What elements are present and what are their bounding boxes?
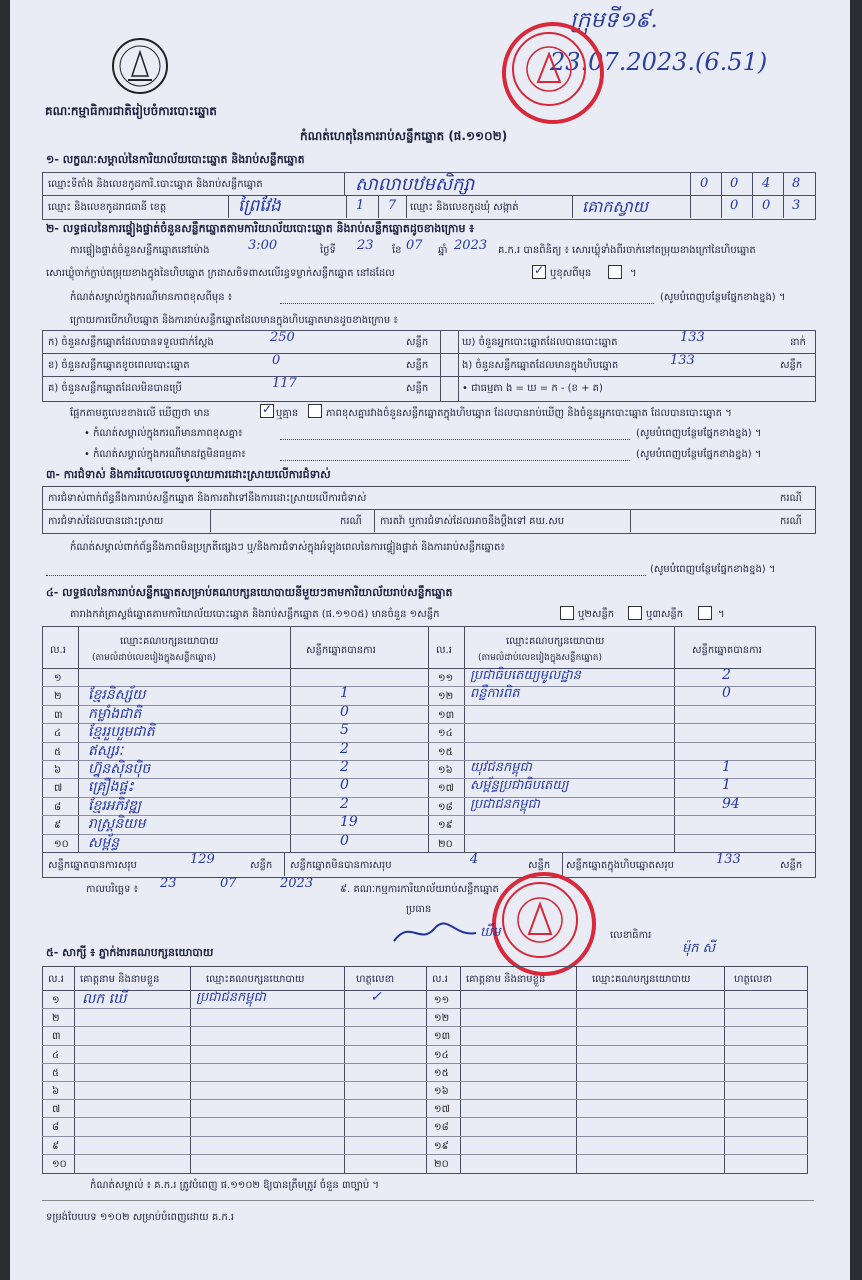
total-box-label: សន្លឹកឆ្នោតក្នុងហិបឆ្នោតសរុប bbox=[566, 860, 674, 871]
total-invalid-value: 4 bbox=[470, 852, 479, 867]
party-votes: 1 bbox=[340, 685, 349, 702]
spoiled-label: ខ) ចំនួនសន្លឹកឆ្នោតខូចពេលបោះឆ្នោត bbox=[48, 360, 190, 371]
party-votes: 2 bbox=[722, 667, 731, 683]
section1-title: ១- លក្ខណៈសម្គាល់នៃការិយាល័យបោះឆ្នោត និងរាប់សន្លឹកឆ្នោត bbox=[46, 153, 305, 166]
row-divider bbox=[42, 760, 816, 761]
date-year: 2023 bbox=[280, 876, 314, 891]
party-row-number: ១៦ bbox=[438, 765, 453, 776]
verify-line-c: ខែ bbox=[392, 245, 402, 256]
stamp-seal-icon bbox=[502, 22, 596, 116]
party-votes: 0 bbox=[340, 832, 349, 849]
party-name: ខ្មែរនិស្ស័យ bbox=[88, 687, 146, 704]
footer-text: ទម្រង់បែបបទ ១១០២ សម្រាប់បំពេញដោយ គ.ក.រ bbox=[46, 1212, 235, 1223]
witness-row-number: ១៤ bbox=[434, 1049, 449, 1061]
verify-month: 07 bbox=[406, 238, 423, 253]
party-votes: 2 bbox=[340, 795, 349, 812]
objections-row1-unit: ករណី bbox=[780, 493, 802, 504]
objections-row1: ការជំទាស់ពាក់ព័ន្ធនឹងការរាប់សន្លឹកឆ្នោត និងការតវ៉ាទៅនឹងការដោះស្រាយលើការជំទាស់ bbox=[48, 493, 367, 504]
objections-appeal-unit: ករណី bbox=[780, 516, 802, 527]
witness-row-number: ៨ bbox=[52, 1122, 60, 1134]
w-col-sign-right: ហត្ថលេខា bbox=[734, 974, 773, 985]
row-divider bbox=[42, 1117, 808, 1118]
party-name: គ្រឿងផ្ទះ bbox=[88, 779, 134, 796]
tally-2-sheets-label: ឬ២សន្លឹក bbox=[578, 609, 615, 620]
verify-line-a: ការផ្ទៀងផ្ទាត់ចំនួនសន្លឹកឆ្នោតនៅម៉ោង bbox=[70, 245, 210, 256]
party-row-number: ២០ bbox=[438, 838, 453, 850]
row-divider bbox=[42, 1026, 808, 1027]
row-divider bbox=[42, 797, 816, 798]
party-votes: 0 bbox=[722, 685, 731, 702]
commune-code-2: 0 bbox=[762, 198, 771, 213]
has-discrepancy-checkbox[interactable]: ✓ bbox=[262, 402, 273, 416]
total-box-unit: សន្លឹក bbox=[780, 860, 803, 871]
location-code-1: 0 bbox=[700, 176, 709, 191]
party-row-number: ១៥ bbox=[438, 746, 453, 758]
verify-day: 23 bbox=[357, 238, 374, 253]
unchanged-checkbox[interactable]: ✓ bbox=[534, 263, 545, 277]
party-row-number: ១១ bbox=[438, 673, 454, 684]
w-col-name-left: គោត្តនាម និងនាមខ្លួន bbox=[80, 974, 160, 985]
w-col-name-right: គោត្តនាម និងនាមខ្លួន bbox=[466, 974, 546, 985]
party-name: កម្លាំងជាតិ bbox=[88, 705, 142, 722]
tally-sheet-line: តារាងកត់ត្រាស្ទង់ឆ្នោតតាមការិយាល័យបោះឆ្នោត និងរាប់សន្លឹកឆ្នោត (ផ.១១០៥) មានចំនួន ១សន្លឹក bbox=[70, 609, 440, 620]
verify-line-d: ឆ្នាំ bbox=[438, 245, 448, 256]
row-divider bbox=[42, 1063, 808, 1064]
witness-row-number: ៧ bbox=[52, 1104, 61, 1116]
party-name: សម្ព័ន្ធប្រជាធិបតេយ្យ bbox=[470, 778, 569, 794]
party-votes: 1 bbox=[722, 777, 731, 794]
date-day: 23 bbox=[160, 876, 177, 891]
party-row-number: ៨ bbox=[54, 801, 62, 813]
total-invalid-label: សន្លឹកឆ្នោតមិនបានការសរុប bbox=[290, 860, 392, 871]
spoiled-unit: សន្លឹក bbox=[406, 360, 429, 371]
w-col-party-left: ឈ្មោះគណបក្សនយោបាយ bbox=[206, 974, 305, 985]
party-name: សម្ព័ន្ធ bbox=[88, 834, 120, 851]
col-party-sub-left: (តាមលំដាប់លេខរៀងក្នុងសន្លឹកឆ្នោត) bbox=[92, 653, 216, 663]
national-election-committee-emblem-icon bbox=[110, 36, 170, 96]
party-name: ប្រជាជនកម្ពុជា bbox=[470, 796, 540, 812]
witness-row-number: ៤ bbox=[52, 1049, 60, 1061]
verify-hour: 3:00 bbox=[248, 238, 278, 253]
province-label: ឈ្មោះ និងលេខកូដរាជធានី ខេត្ត bbox=[48, 202, 167, 213]
witness-row-number: ១៨ bbox=[434, 1122, 449, 1134]
formula: • ជាធម្មតា ង = ឃ = ក - (ខ + គ) bbox=[462, 383, 603, 394]
tally-3-sheets-checkbox[interactable] bbox=[698, 606, 712, 620]
verify-line-e: គ.ក.រ បានពិនិត្យ ៖ សោរឃ្លុំទាំងពីរចាក់នៅតម្រុយខាងក្រៅនៃហិបឆ្នោត bbox=[498, 245, 756, 256]
witness-row-number: ១៦ bbox=[434, 1086, 449, 1097]
in-box-unit: សន្លឹក bbox=[780, 360, 803, 371]
section4-title: ៤- លទ្ធផលនៃការរាប់សន្លឹកឆ្នោតសម្រាប់គណបក្សនយោបាយនីមួយៗតាមការិយាល័យរាប់សន្លឹកឆ្នោត bbox=[46, 586, 453, 599]
row-divider bbox=[42, 686, 816, 687]
row-divider bbox=[42, 1099, 808, 1100]
received-label: ក) ចំនួនសន្លឹកឆ្នោតដែលបានទទួលជាក់ស្តែង bbox=[48, 337, 214, 348]
w-col-no-left: ល.រ bbox=[48, 974, 64, 985]
commune-code-1: 0 bbox=[730, 198, 739, 213]
witness-row-number: ៦ bbox=[52, 1086, 60, 1097]
party-votes: 0 bbox=[340, 703, 349, 720]
party-row-number: ១៤ bbox=[438, 728, 453, 740]
commune-code-3: 3 bbox=[792, 198, 801, 213]
party-name: យុវជនកម្ពុជា bbox=[470, 760, 532, 775]
witness-row-number: ១១ bbox=[434, 995, 450, 1006]
location-code-2: 0 bbox=[730, 176, 739, 191]
objections-resolved: ការជំទាស់ដែលបានដោះស្រាយ bbox=[48, 516, 164, 527]
org-name: គណៈកម្មាធិការជាតិរៀបចំការបោះឆ្នោត bbox=[45, 104, 217, 118]
row-divider bbox=[42, 1154, 808, 1155]
witness-row-number: ៥ bbox=[52, 1067, 60, 1079]
note1-label: កំណត់សម្គាល់ក្នុងករណីមានភាពខុសពីមុន ៖ bbox=[70, 292, 233, 303]
province-code-1: 1 bbox=[356, 198, 365, 213]
committee-label: ៩. គណៈកម្មការការិយាល័យរាប់សន្លឹកឆ្នោត bbox=[340, 884, 499, 895]
spoiled-value: 0 bbox=[272, 353, 281, 368]
voted-unit: នាក់ bbox=[790, 337, 806, 348]
col-no-left: ល.រ bbox=[50, 645, 66, 656]
party-row-number: ៣ bbox=[54, 709, 63, 721]
col-no-right: ល.រ bbox=[436, 645, 452, 656]
party-row-number: ១២ bbox=[438, 691, 454, 703]
handwritten-date-time: 23.07.2023.(6.51) bbox=[550, 48, 768, 76]
party-name: ខ្មែររួបរួមជាតិ bbox=[88, 724, 155, 741]
verify-line-2-end: ។ bbox=[630, 268, 637, 279]
party-votes: 94 bbox=[722, 795, 740, 812]
note2-hint: (សូមបំពេញបន្ថែមផ្នែកខាងខ្នង) ។ bbox=[636, 428, 762, 439]
party-row-number: ៧ bbox=[54, 783, 63, 795]
witness-row-number: ១៩ bbox=[434, 1140, 449, 1152]
official-red-stamp bbox=[502, 22, 604, 124]
w-col-party-right: ឈ្មោះគណបក្សនយោបាយ bbox=[592, 974, 691, 985]
party-name: ហ្វ៊ុនស៊ិនប៉ិច bbox=[88, 761, 151, 777]
irregularities-hint: (សូមបំពេញបន្ថែមផ្នែកខាងខ្នង) ។ bbox=[650, 564, 776, 575]
party-name: ប្រជាធិបតេយ្យមូលដ្ឋាន bbox=[470, 668, 581, 683]
col-votes-right: សន្លឹកឆ្នោតបានការ bbox=[692, 645, 762, 656]
no-discrepancy-label: ឬគ្មាន bbox=[276, 408, 299, 419]
witness-note: កំណត់សម្គាល់ ៖ គ.ក.រ ត្រូវបំពេញ ផ.១១០២ ឱ្យបានត្រឹមត្រូវ ចំនួន ៣ច្បាប់ ។ bbox=[90, 1180, 379, 1191]
w-col-no-right: ល.រ bbox=[432, 974, 448, 985]
party-row-number: ១០ bbox=[54, 838, 69, 850]
committee-red-stamp bbox=[492, 872, 596, 976]
tally-2-sheets-checkbox[interactable] bbox=[628, 606, 642, 620]
commune-label: ឈ្មោះ និងលេខកូដឃុំ សង្កាត់ bbox=[410, 202, 519, 213]
witness-row-number: ១៥ bbox=[434, 1067, 449, 1079]
tally-1-sheet-checkbox[interactable] bbox=[560, 606, 574, 620]
province-code-2: 7 bbox=[388, 198, 397, 213]
secretary-name: ម៉ុក សី bbox=[682, 941, 716, 956]
witness-row-number: ៩ bbox=[52, 1140, 60, 1152]
location-value: សាលាបឋមសិក្សា bbox=[355, 174, 475, 195]
handwritten-group-number: ក្រុមទី១៩. bbox=[570, 8, 658, 33]
party-row-number: ១៧ bbox=[438, 783, 454, 795]
total-invalid-unit: សន្លឹក bbox=[528, 860, 551, 871]
secretary-label: លេខាធិការ bbox=[610, 930, 652, 941]
party-row-number: ៤ bbox=[54, 728, 62, 740]
section2-title: ២- លទ្ធផលនៃការផ្ទៀងផ្ទាត់ចំនួនសន្លឹកឆ្នោតតាមការិយាល័យបោះឆ្នោត និងរាប់សន្លឹកឆ្នោតដូចខាងក្រោម ៖ bbox=[46, 222, 475, 235]
row-divider bbox=[42, 705, 816, 706]
witness-signature: ✓ bbox=[370, 989, 382, 1005]
row-divider bbox=[42, 834, 816, 835]
commune-value: គោកស្វាយ bbox=[582, 197, 649, 216]
president-label: ប្រធាន bbox=[406, 904, 432, 915]
changed-checkbox[interactable] bbox=[608, 265, 622, 279]
form-title: កំណត់ហេតុនៃការរាប់សន្លឹកឆ្នោត (ផ.១១០២) bbox=[300, 129, 508, 143]
section3-title: ៣- ការជំទាស់ និងការរំលេចលេចទូលាយការដោះស្រាយលើការជំទាស់ bbox=[46, 468, 331, 481]
unused-label: គ) ចំនួនសន្លឹកឆ្នោតដែលមិនបានប្រើ bbox=[48, 383, 182, 394]
tally-line-end: ។ bbox=[718, 609, 725, 620]
section5-title: ៥- សាក្សី ៖ ភ្នាក់ងារគណបក្សនយោបាយ bbox=[46, 946, 214, 959]
note1-hint: (សូមបំពេញបន្ថែមផ្នែកខាងខ្នង) ។ bbox=[660, 292, 786, 303]
witness-name: លក ឃើ bbox=[82, 991, 127, 1007]
party-name: រាស្ត្រនិយម bbox=[88, 816, 146, 833]
row-divider bbox=[42, 723, 816, 724]
party-row-number: ១៣ bbox=[438, 709, 455, 721]
party-votes: 2 bbox=[340, 740, 349, 757]
ballot-counting-report-page bbox=[10, 0, 850, 1280]
note3-hint: (សូមបំពេញបន្ថែមផ្នែកខាងខ្នង) ។ bbox=[636, 449, 762, 460]
total-valid-label: សន្លឹកឆ្នោតបានការសរុប bbox=[48, 860, 137, 871]
in-box-label: ង) ចំនួនសន្លឹកឆ្នោតដែលមានក្នុងហិបឆ្នោត bbox=[462, 360, 619, 371]
row-divider bbox=[42, 1045, 808, 1046]
total-valid-unit: សន្លឹក bbox=[250, 860, 273, 871]
row-divider bbox=[42, 815, 816, 816]
witness-row-number: ២ bbox=[52, 1013, 60, 1025]
party-name: ខ្មែរអភិវឌ្ឍ bbox=[88, 797, 142, 814]
date-month: 07 bbox=[220, 876, 237, 891]
row-divider bbox=[42, 1136, 808, 1137]
witness-row-number: ១០ bbox=[52, 1158, 67, 1170]
col-party-left: ឈ្មោះគណបក្សនយោបាយ bbox=[120, 636, 219, 647]
note2-label: • កំណត់សម្គាល់ក្នុងករណីមានភាពខុសគ្នា៖ bbox=[84, 428, 243, 439]
president-signature bbox=[390, 915, 480, 949]
in-box-value: 133 bbox=[670, 353, 695, 368]
received-unit: សន្លឹក bbox=[406, 337, 429, 348]
party-votes: 0 bbox=[340, 777, 349, 794]
row-divider bbox=[42, 1081, 808, 1082]
row-divider bbox=[42, 1008, 808, 1009]
changed-option-label: ឬខុសពីមុន bbox=[550, 268, 592, 279]
discrepancy-line: ផ្អែកតាមតួលេខខាងលើ ឃើញថា មាន bbox=[70, 408, 210, 419]
committee-seal-icon bbox=[492, 872, 588, 968]
voted-label: ឃ) ចំនួនអ្នកបោះឆ្នោតដែលបានបោះឆ្នោត bbox=[462, 337, 618, 348]
verify-line-2: សោរឃ្លុំចាក់ក្លាប់តម្រុយខាងក្នុងនៃហិបឆ្នោត ក្រដាសចិទពាសលើរន្ធទម្លាក់សន្លឹកឆ្នោត នៅដដែល bbox=[46, 268, 395, 279]
date-label: កាលបរិច្ឆេទ ៖ bbox=[86, 884, 139, 895]
witness-row-number: ២០ bbox=[434, 1158, 449, 1170]
location-code-3: 4 bbox=[762, 176, 771, 191]
received-value: 250 bbox=[270, 330, 295, 345]
col-party-right: ឈ្មោះគណបក្សនយោបាយ bbox=[506, 636, 605, 647]
party-votes: 5 bbox=[340, 722, 349, 739]
voted-value: 133 bbox=[680, 330, 705, 345]
irregularities-note: កំណត់សម្គាល់ពាក់ព័ន្ធនឹងភាពមិនប្រក្រតីផ្សេងៗ ឬ/និងការជំទាស់ក្នុងអំឡុងពេលនៃការផ្ទៀងផ្ទាត់ និងការរាប់សន្លឹកឆ្នោត៖ bbox=[70, 542, 505, 553]
party-name: ឥស្សរៈ bbox=[88, 742, 124, 759]
party-row-number: ៥ bbox=[54, 746, 62, 758]
location-code-4: 8 bbox=[792, 176, 801, 191]
party-name: ពន្លឺការពិត bbox=[470, 686, 520, 702]
col-votes-left: សន្លឹកឆ្នោតបានការ bbox=[306, 645, 376, 656]
location-label: ឈ្មោះទីតាំង និងលេខកូដការិ.បោះឆ្នោត និងរាប់សន្លឹកឆ្នោត bbox=[48, 179, 263, 190]
discrepancy-line-end: ភាពខុសគ្នារវាងចំនួនសន្លឹកឆ្នោតក្នុងហិបឆ្នោត ដែលបានរាប់ឃើញ និងចំនួនអ្នកបោះឆ្នោត ដែលបានបោះឆ្នោត ។ bbox=[326, 408, 732, 419]
witness-row-number: ៣ bbox=[52, 1031, 61, 1043]
verify-line-b: ថ្ងៃទី bbox=[320, 245, 336, 256]
row-divider bbox=[42, 742, 816, 743]
witness-row-number: ១២ bbox=[434, 1013, 450, 1025]
note3-label: • កំណត់សម្គាល់ក្នុងករណីមានវត្តមិនធម្មតា៖ bbox=[84, 449, 246, 460]
party-row-number: ១៨ bbox=[438, 801, 453, 813]
no-discrepancy-checkbox[interactable] bbox=[308, 404, 322, 418]
witness-row-number: ១៣ bbox=[434, 1031, 451, 1043]
unused-unit: សន្លឹក bbox=[406, 383, 429, 394]
witness-row-number: ១ bbox=[52, 995, 60, 1006]
president-name: ឃឹម bbox=[480, 925, 501, 940]
witness-party: ប្រជាជនកម្ពុជា bbox=[196, 990, 266, 1005]
witness-row-number: ១៧ bbox=[434, 1104, 450, 1116]
province-value: ព្រៃវែង bbox=[238, 196, 281, 216]
row-divider bbox=[42, 778, 816, 779]
party-votes: 2 bbox=[340, 759, 349, 775]
total-box-value: 133 bbox=[716, 852, 741, 867]
col-party-sub-right: (តាមលំដាប់លេខរៀងក្នុងសន្លឹកឆ្នោត) bbox=[478, 653, 602, 663]
w-col-sign-left: ហត្ថលេខា bbox=[356, 974, 395, 985]
verify-year: 2023 bbox=[454, 238, 488, 253]
party-row-number: ៩ bbox=[54, 820, 62, 832]
after-open-line: ក្រោយការបើកហិបឆ្នោត និងការរាប់សន្លឹកឆ្នោតដែលមានក្នុងហិបឆ្នោតមានដូចខាងក្រោម ៖ bbox=[70, 315, 398, 326]
party-row-number: ១៩ bbox=[438, 820, 453, 832]
party-row-number: ២ bbox=[54, 691, 62, 703]
witness-table bbox=[42, 966, 808, 1174]
party-votes: 1 bbox=[722, 759, 731, 775]
unused-value: 117 bbox=[272, 376, 297, 391]
objections-appeal: ការតវ៉ា ឬការជំទាស់ដែលអាចនឹងប្តឹងទៅ គឃ.សប bbox=[380, 516, 565, 527]
tally-3-sheets-label: ឬ៣សន្លឹក bbox=[646, 609, 684, 620]
total-valid-value: 129 bbox=[190, 852, 215, 867]
party-row-number: ៦ bbox=[54, 765, 62, 776]
party-votes: 19 bbox=[340, 814, 358, 831]
objections-resolved-unit: ករណី bbox=[340, 516, 362, 527]
party-row-number: ១ bbox=[54, 673, 62, 684]
